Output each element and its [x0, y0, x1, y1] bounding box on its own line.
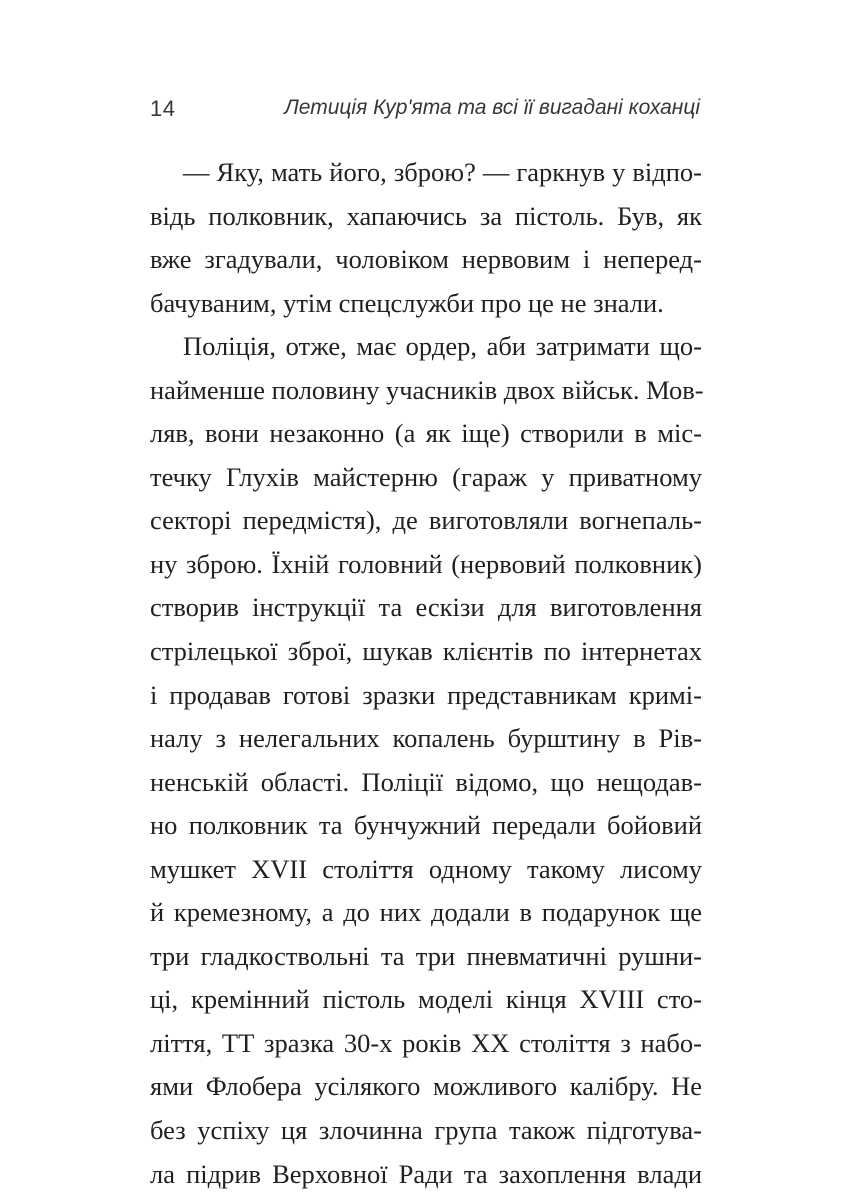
text-line: ліття, ТТ зразка 30-х років XX століття з набо-	[150, 1027, 702, 1058]
text-line: вже згадували, чоловіком нервовим і неперед-	[150, 244, 702, 275]
text-line: мушкет XVII століття одному такому лисому	[150, 853, 702, 884]
text-line: Поліція, отже, має ордер, аби затримати що-	[183, 331, 702, 362]
text-line: і продавав готові зразки представникам кримі-	[150, 679, 702, 710]
page-number: 14	[150, 96, 176, 121]
text-line: стрілецької зброї, шукав клієнтів по інтернетах	[150, 636, 702, 667]
body-text	[150, 151, 702, 1196]
text-line: но полковник та бунчужний передали бойовий	[150, 810, 702, 841]
text-line: й кремезному, а до них додали в подарунок ще	[150, 897, 702, 928]
text-line: течку Глухів майстерню (гараж у приватному	[150, 461, 702, 492]
text-line: ями Флобера усілякого можливого калібру. Не	[150, 1071, 702, 1102]
text-line: створив інструкції та ескізи для виготовлення	[150, 592, 702, 623]
text-line: — Яку, мать його, зброю? — гаркнув у відпо-	[183, 157, 702, 187]
text-line: налу з нелегальних копалень бурштину в Рів-	[150, 723, 702, 754]
page-header	[150, 92, 700, 132]
paragraph-1	[150, 151, 702, 325]
text-line: секторі передмістя), де виготовляли вогнепаль-	[150, 505, 702, 536]
text-line: ляв, вони незаконно (а як іще) створили в міс-	[150, 418, 702, 449]
paragraph-2	[150, 325, 702, 1196]
text-line: бачуваним, утім спецслужби про це не знали.	[150, 287, 664, 318]
text-line: ла підрив Верховної Ради та захоплення влади	[150, 1158, 702, 1189]
running-title: Летиція Кур'ята та всі її вигадані коханці	[284, 96, 700, 119]
text-line: найменше половину учасників двох військ. Мов-	[150, 374, 704, 405]
text-line: три гладкоствольні та три пневматичні рушни-	[150, 940, 702, 971]
text-line: ці, кремінний пістоль моделі кінця XVIII сто-	[150, 984, 702, 1015]
text-line: відь полковник, хапаючись за пістоль. Був, як	[150, 200, 702, 231]
text-line: ну зброю. Їхній головний (нервовий полковник)	[150, 548, 702, 579]
text-line: ненській області. Поліції відомо, що нещодав-	[150, 766, 702, 797]
text-line: без успіху ця злочинна група також підготува-	[150, 1115, 702, 1146]
